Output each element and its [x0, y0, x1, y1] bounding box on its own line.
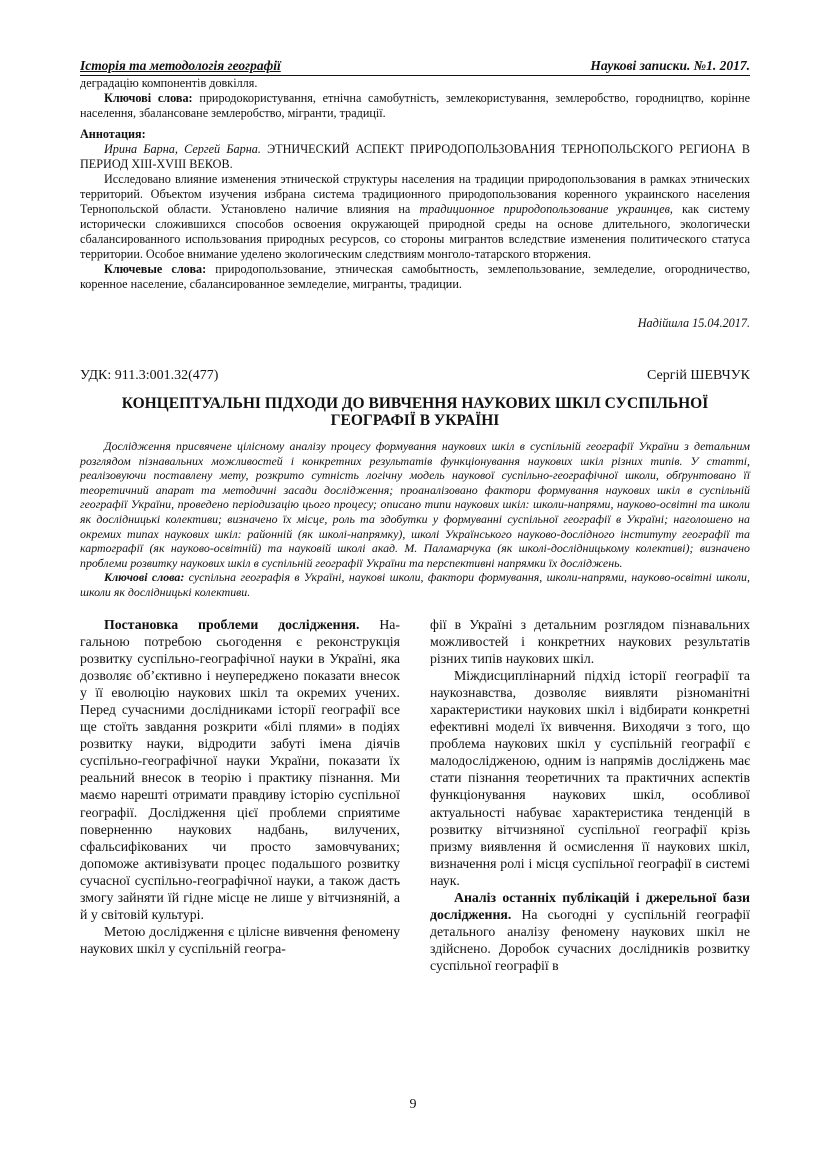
left-column — [80, 616, 400, 975]
article-keywords-label: Ключові слова: — [104, 570, 185, 585]
page — [80, 58, 750, 975]
annotation-body: Исследовано влияние изменения этнической структуры населения на традиции природопользования в рамках этнических территорий. Объектом изучения избрана система традиционного природопользования коренного украинского населения Тернопольской области. Установлено наличие влияния на традиционное природопользование украинцев, как систему исторически сложившихся способов освоения окружающей природной среды на основе длительного, экологически сбалансированного использования природных ресурсов, со стороны мигрантов вследствие изменения политического статуса территории. Особое внимание уделено экологическим следствиям монголо-татарского вторжения. — [80, 172, 750, 261]
keywords-label: Ключові слова: — [104, 91, 193, 105]
annotation-heading: Аннотация: — [80, 127, 146, 141]
article-abstract — [80, 439, 750, 600]
right-column — [430, 616, 750, 975]
udk-author-row — [80, 367, 750, 385]
article-keywords — [80, 570, 750, 599]
header-section-title: Історія та методологія географії — [80, 58, 281, 73]
annotation-keywords — [80, 262, 750, 292]
udk-code: УДК: 911.3:001.32(477) — [80, 368, 219, 383]
research-aim: Метою дослідження є цілісне вивчення феномену наукових шкіл у суспільній геогра- — [80, 924, 400, 957]
article-title: КОНЦЕПТУАЛЬНІ ПІДХОДИ ДО ВИВЧЕННЯ НАУКОВИХ ШКІЛ СУСПІЛЬНОЇ ГЕОГРАФІЇ В УКРАЇНІ — [121, 395, 709, 429]
annotation-title-line — [80, 142, 750, 172]
abstract-text: Дослідження присвячене цілісному аналізу процесу формування наукових шкіл в суспільній географії України з детальним розглядом пізнавальних можливостей і конкретних результатів функціонування наукових шкіл різних типів. У статті, реалізовуючи поставлену мету, розкрито сутність логічну модель наукової суспільно-географічної школи, обґрунтовано її теоретичний апарат та методичні засади дослідження; проаналізовано фактори формування наукових шкіл в суспільній географії України, проведено періодизацію цього процесу; описано типи наукових шкіл: школи-напрями, науково-освітні та школи як дослідницькі колективи; визначено їх місце, роль та здобутки у формуванні суспільної географії в Україні; наголошено на окремих типах наукових шкіл: районній (як школі-напрямку), школі Українського науково-дослідного інституту географії та картографії (як науково-освітній) та науковій школі акад. М. Паламарчука (як школі-дослідницькому колективі); визначено проблеми розвитку наукових шкіл в суспільній географії України та перспективні напрямки їх досліджень. — [80, 439, 750, 570]
received-date: Надійшла 15.04.2017. — [637, 316, 750, 330]
page-number: 9 — [409, 1097, 417, 1112]
annotation-authors: Ирина Барна, Сергей Барна. — [104, 142, 261, 156]
interdisciplinary-approach: Міждисциплінарний підхід історії географії та наукознавства, дозволяє виявляти різноманітні характеристики наукових шкіл і відбирати конкретні ефективні моделі їх вивчення. Виходячи з того, що проблема наукових шкіл у суспільній географії є малодослідженою, одним із напрямів досліджень має стати пізнання теоретичних та практичних аспектів функціонування наукових шкіл, особливої актуальності набуває характеристика тенденцій в розвитку вітчизняної суспільної географії крізь призму виявлення й осмислення її наукових шкіл, визначення ролі і місця суспільної географії в системі наук. — [430, 667, 750, 888]
two-column-body — [80, 616, 750, 975]
article-author: Сергій ШЕВЧУК — [646, 368, 750, 383]
annotation-keywords-label: Ключевые слова: — [104, 262, 207, 276]
article-keywords-text: суспільна географія в Україні, наукові школи, фактори формування, школи-напрями, науково-освітні школи, школи як дослідницькі колективи. — [80, 570, 750, 599]
keywords-text: природокористування, етнічна самобутність, землекористування, землеробство, городництво, корінне населення, збалансоване землеробство, мігранти, традиції. — [80, 91, 750, 120]
intro-keywords — [80, 91, 750, 121]
intro-continuation: деградацію компонентів довкілля. — [80, 76, 258, 90]
literature-analysis: Аналіз останніх публікацій і джерельної бази дослідження. На сьогодні у суспільній географії детального аналізу феномену наукових шкіл не здійснено. Доробок сучасних дослідників розвитку суспільної географії в — [430, 890, 750, 974]
header-journal-issue: Наукові записки. №1. 2017. — [590, 58, 750, 73]
problem-statement: Постановка проблеми дослідження. На-гальною потребою сьогодення є реконструкція розвитку суспільно-географічної науки в Україні, яка дозволяє об’єктивно і неупереджено показати внесок у її еволюцію наукових шкіл та окремих учених. Перед сучасними дослідниками історії географії все ще стоїть завдання розкрити «білі плями» в подіях розвитку науки, відродити забуті імена діячів суспільно-географічної науки України, показати їх реальний внесок в теорію і практику пізнання. Ми маємо нарешті отримати правдиву історію суспільної географії. Дослідження цієї проблеми сприятиме поверненню наукових надбань, вилучених, сфальсифікованих чи просто замовчуваних; допоможе активізувати процес подальшого розвитку сучасної суспільно-географічної науки, а також дасть змогу зайняти їй гідне місце не лише у вітчизняній, а й у світовій культурі. — [80, 616, 400, 923]
running-header — [80, 58, 750, 76]
annotation-title: ЭТНИЧЕСКИЙ АСПЕКТ ПРИРОДОПОЛЬЗОВАНИЯ ТЕРНОПОЛЬСКОГО РЕГИОНА В ПЕРИОД XIII-XVIII ВЕКОВ. — [80, 142, 750, 171]
research-aim-continued: фії в Україні з детальним розглядом пізнавальних можливостей і конкретних наукових результатів різних типів наукових шкіл. — [430, 616, 750, 666]
annotation-keywords-text: природопользование, этническая самобытность, землепользование, земледелие, огородничество, коренное население, сбалансированное земледелие, мигранты, традиции. — [80, 262, 751, 291]
